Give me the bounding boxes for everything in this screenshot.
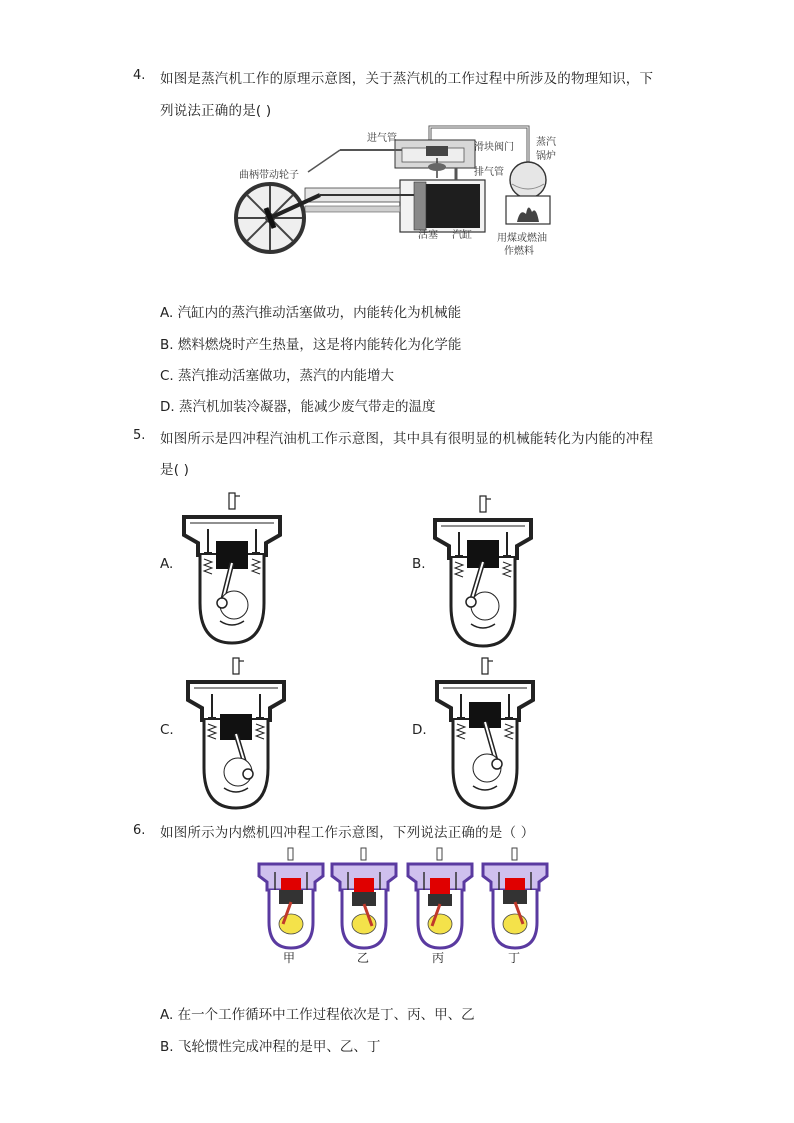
q4-option-c[interactable]: [160, 364, 394, 384]
q4-option-b-text: 燃料燃烧时产生热量，这是将内能转化为化学能: [177, 337, 462, 353]
label-boiler: 锅炉: [536, 151, 556, 162]
label-crank: 曲柄带动轮子: [239, 170, 299, 181]
q5-option-d[interactable]: D.: [412, 722, 427, 738]
q5-number: 5.: [133, 428, 146, 443]
label-cylinder: 汽缸: [452, 230, 472, 241]
q5-stem-line2: 是( ): [160, 462, 190, 478]
q6-option-a-letter: A.: [160, 1007, 174, 1023]
label-jia: 甲: [283, 951, 296, 965]
engine-figure-yi: [330, 848, 398, 948]
q5-option-c[interactable]: C.: [160, 722, 174, 738]
q4-number: 4.: [133, 68, 146, 83]
q5-option-a[interactable]: A.: [160, 556, 174, 572]
q4-option-c-letter: C.: [160, 368, 174, 384]
label-intake: 进气管: [367, 133, 397, 144]
q6-number: 6.: [133, 823, 146, 838]
q4-option-b[interactable]: [160, 333, 461, 353]
q6-option-b[interactable]: [160, 1035, 380, 1055]
q6-option-a[interactable]: [160, 1003, 475, 1023]
engine-figure-ding: [481, 848, 549, 948]
q4-option-a[interactable]: [160, 301, 461, 321]
engine-figure-c: [186, 658, 286, 808]
q4-option-a-letter: A.: [160, 305, 174, 321]
q5-option-b[interactable]: B.: [412, 556, 426, 572]
q6-option-a-text: 在一个工作循环中工作过程依次是丁、丙、甲、乙: [177, 1007, 475, 1023]
label-piston: 活塞: [418, 230, 438, 241]
q4-option-d-letter: D.: [160, 399, 175, 415]
q6-stem: 如图所示为内燃机四冲程工作示意图，下列说法正确的是（ ）: [160, 825, 535, 841]
q4-option-b-letter: B.: [160, 337, 174, 353]
q4-stem-line1: 如图是蒸汽机工作的原理示意图，关于蒸汽机的工作过程中所涉及的物理知识，下: [160, 71, 654, 87]
engine-figure-d: [435, 658, 535, 808]
q6-option-b-text: 飞轮惯性完成冲程的是甲、乙、丁: [177, 1039, 381, 1055]
label-fuel-line2: 作燃料: [504, 246, 534, 257]
engine-figure-b: [433, 496, 533, 646]
label-slide-valve: 滑块阀门: [474, 142, 514, 153]
engine-figure-jia: [257, 848, 325, 948]
q4-option-d[interactable]: [160, 395, 435, 415]
q4-option-c-text: 蒸汽推动活塞做功，蒸汽的内能增大: [178, 368, 395, 384]
label-exhaust: 排气管: [474, 167, 504, 178]
q6-option-b-letter: B.: [160, 1039, 174, 1055]
label-fuel-line1: 用煤或燃油: [497, 233, 547, 244]
label-ding: 丁: [508, 951, 521, 965]
q5-stem-line1: 如图所示是四冲程汽油机工作示意图，其中具有很明显的机械能转化为内能的冲程: [160, 431, 654, 447]
q4-option-d-text: 蒸汽机加装冷凝器，能减少废气带走的温度: [178, 399, 436, 415]
label-yi: 乙: [357, 951, 370, 965]
label-bing: 丙: [432, 951, 445, 965]
engine-figure-bing: [406, 848, 474, 948]
engine-figure-a: [182, 493, 282, 643]
label-steam: 蒸汽: [536, 137, 556, 148]
q4-option-a-text: 汽缸内的蒸汽推动活塞做功，内能转化为机械能: [177, 305, 462, 321]
q4-stem-line2: 列说法正确的是( ): [160, 103, 272, 119]
